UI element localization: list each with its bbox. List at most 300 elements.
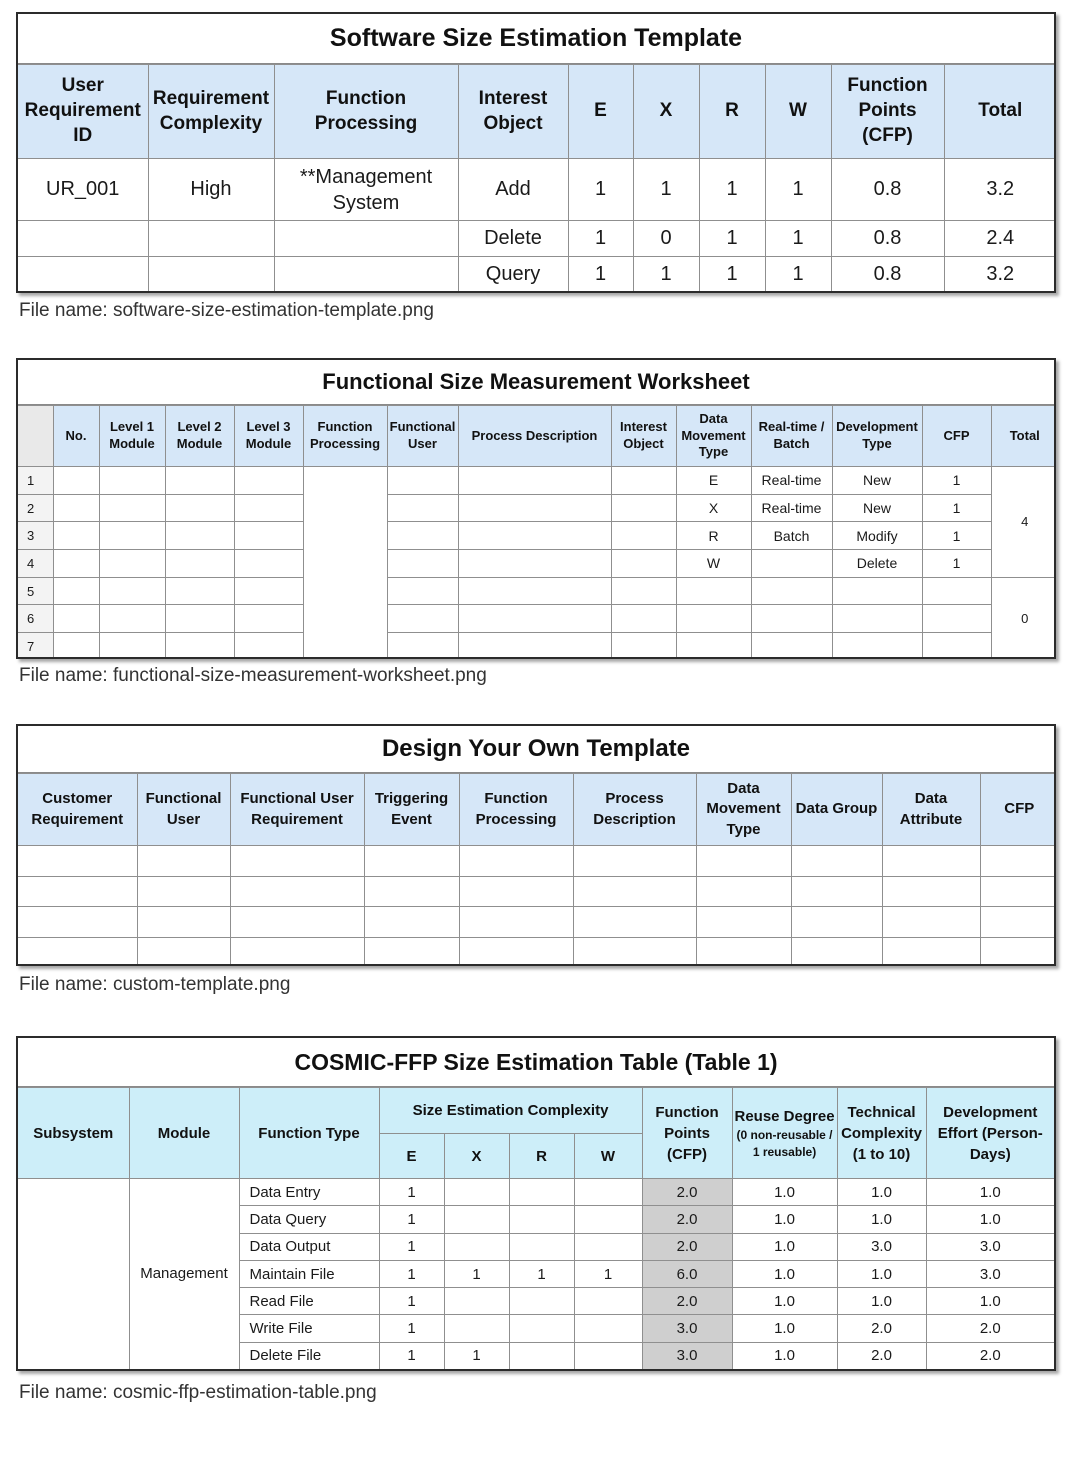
- cell: [676, 605, 751, 633]
- cell: 1.0: [926, 1288, 1054, 1315]
- cell: [53, 494, 99, 522]
- cell: [611, 605, 676, 633]
- cell: 1.0: [926, 1179, 1054, 1206]
- file-name-caption: File name: cosmic-ffp-estimation-table.png: [19, 1382, 377, 1403]
- cosmic-ffp-estimation-table: [16, 1036, 1056, 1371]
- cell: [18, 937, 137, 966]
- table-row: [18, 937, 1056, 966]
- cell: 1.0: [732, 1233, 837, 1260]
- table-row: [18, 550, 1056, 578]
- cell: 1: [379, 1179, 444, 1206]
- cell: [458, 494, 611, 522]
- col-header: E: [568, 65, 633, 159]
- cell: 3.0: [642, 1342, 732, 1369]
- cell: [458, 605, 611, 633]
- cell: 1: [922, 522, 991, 550]
- cell: [458, 550, 611, 578]
- col-header: Development Type: [832, 406, 922, 467]
- col-header: Process Description: [573, 774, 696, 846]
- cell: [387, 605, 458, 633]
- cell: [696, 937, 791, 966]
- table-row: [18, 522, 1056, 550]
- cell: [611, 550, 676, 578]
- cell: Delete: [832, 550, 922, 578]
- estimation-grid: [18, 64, 1056, 292]
- cell: [751, 605, 832, 633]
- cell: [611, 577, 676, 605]
- cell: [751, 633, 832, 659]
- cell: [611, 467, 676, 495]
- cell: [387, 494, 458, 522]
- cell: 2.0: [926, 1342, 1054, 1369]
- cell: [444, 1233, 509, 1260]
- cell: 2.0: [642, 1288, 732, 1315]
- cell: [99, 467, 165, 495]
- cell: [574, 1315, 642, 1342]
- table-row: [18, 876, 1056, 907]
- col-header-module: Module: [129, 1088, 239, 1179]
- cell: 1: [574, 1260, 642, 1287]
- table-row: [18, 494, 1056, 522]
- cell: [148, 257, 274, 293]
- functional-size-worksheet: [16, 358, 1056, 659]
- cell: 2.4: [944, 221, 1056, 257]
- cell: 1.0: [837, 1260, 926, 1287]
- cell: [387, 633, 458, 659]
- cell: [458, 522, 611, 550]
- cell: [53, 550, 99, 578]
- cell: Real-time: [751, 494, 832, 522]
- col-header: Functional User Requirement: [230, 774, 364, 846]
- cell: [387, 522, 458, 550]
- cell: [230, 846, 364, 877]
- cell: [387, 577, 458, 605]
- col-header: X: [633, 65, 699, 159]
- cell: [137, 876, 230, 907]
- cell: [980, 907, 1056, 938]
- custom-template-table: [16, 724, 1056, 966]
- cell: [444, 1206, 509, 1233]
- cell: [234, 550, 303, 578]
- col-header-r: R: [509, 1134, 574, 1179]
- cell: [611, 522, 676, 550]
- cell: 1.0: [837, 1288, 926, 1315]
- table-row: [18, 605, 1056, 633]
- cell: [791, 937, 882, 966]
- row-number: 7: [18, 633, 53, 659]
- row-number: 3: [18, 522, 53, 550]
- cell: 2.0: [837, 1342, 926, 1369]
- col-header: Triggering Event: [364, 774, 459, 846]
- cell: 6.0: [642, 1260, 732, 1287]
- cell: [459, 846, 573, 877]
- col-header: Function Points (CFP): [831, 65, 944, 159]
- table-title: Design Your Own Template: [18, 726, 1054, 773]
- cell: [165, 494, 234, 522]
- col-header: Function Processing: [459, 774, 573, 846]
- row-number: 1: [18, 467, 53, 495]
- cell: 1: [922, 467, 991, 495]
- cell: Add: [458, 159, 568, 221]
- cell: [137, 907, 230, 938]
- cell: 1.0: [732, 1260, 837, 1287]
- cell: [832, 577, 922, 605]
- col-header: Functional User: [137, 774, 230, 846]
- cell: 2.0: [642, 1179, 732, 1206]
- cell: [791, 907, 882, 938]
- cell: [444, 1288, 509, 1315]
- cell: [274, 257, 458, 293]
- cell: 1: [379, 1260, 444, 1287]
- cell: [364, 907, 459, 938]
- cell: 0: [633, 221, 699, 257]
- cell: [509, 1288, 574, 1315]
- cell: 3.0: [642, 1315, 732, 1342]
- table-row: [18, 907, 1056, 938]
- col-header: Real-time / Batch: [751, 406, 832, 467]
- col-header-tech-complexity: Technical Complexity (1 to 10): [837, 1088, 926, 1179]
- cell: Modify: [832, 522, 922, 550]
- cell: [459, 907, 573, 938]
- col-header: No.: [53, 406, 99, 467]
- cell: [148, 221, 274, 257]
- cell: [458, 467, 611, 495]
- row-number: 5: [18, 577, 53, 605]
- cell: 1: [509, 1260, 574, 1287]
- cell: 1.0: [732, 1206, 837, 1233]
- cell: [574, 1206, 642, 1233]
- cell: [387, 467, 458, 495]
- cell: [574, 1233, 642, 1260]
- cell: [458, 633, 611, 659]
- cell: W: [676, 550, 751, 578]
- cell: [696, 907, 791, 938]
- cell: [882, 907, 980, 938]
- cell: [99, 494, 165, 522]
- cell: [230, 876, 364, 907]
- cell: [53, 522, 99, 550]
- cell: 1: [568, 159, 633, 221]
- cell: [832, 633, 922, 659]
- cell: [18, 257, 148, 293]
- cell: [573, 876, 696, 907]
- cell: [458, 577, 611, 605]
- file-name-caption: File name: software-size-estimation-template.png: [19, 300, 435, 321]
- cell: [509, 1315, 574, 1342]
- col-header: Data Movement Type: [676, 406, 751, 467]
- cell: 1: [379, 1288, 444, 1315]
- cell: [696, 876, 791, 907]
- row-number-header: [18, 406, 53, 467]
- col-header: Level 3 Module: [234, 406, 303, 467]
- cell: 0.8: [831, 221, 944, 257]
- cell: [234, 633, 303, 659]
- cell: [165, 467, 234, 495]
- cell: [165, 605, 234, 633]
- col-header: Interest Object: [611, 406, 676, 467]
- cell: [234, 577, 303, 605]
- cell: [676, 633, 751, 659]
- worksheet-grid: [18, 405, 1056, 659]
- cell: 3.2: [944, 257, 1056, 293]
- col-header-subsystem: Subsystem: [18, 1088, 129, 1179]
- cell: Delete: [458, 221, 568, 257]
- cell: [165, 550, 234, 578]
- cell: 2.0: [837, 1315, 926, 1342]
- table-title: Software Size Estimation Template: [18, 14, 1054, 64]
- col-header: Process Description: [458, 406, 611, 467]
- cell: [234, 605, 303, 633]
- cell: 1: [922, 494, 991, 522]
- cell: [53, 467, 99, 495]
- file-name-caption: File name: custom-template.png: [19, 974, 291, 995]
- cell: 1.0: [732, 1315, 837, 1342]
- cell: High: [148, 159, 274, 221]
- col-header-reuse: [732, 1088, 837, 1179]
- custom-grid: [18, 773, 1056, 966]
- cell: [509, 1342, 574, 1369]
- cell: [444, 1179, 509, 1206]
- table-row: [18, 159, 1056, 221]
- cell: [791, 846, 882, 877]
- cell: 2.0: [926, 1315, 1054, 1342]
- cell: [922, 633, 991, 659]
- cell: 1: [765, 221, 831, 257]
- col-header: Function Processing: [274, 65, 458, 159]
- col-header-effort: Development Effort (Person-Days): [926, 1088, 1054, 1179]
- cell: 1.0: [837, 1206, 926, 1233]
- cell: [99, 550, 165, 578]
- cell: [99, 522, 165, 550]
- cell: 1: [633, 257, 699, 293]
- cell: Write File: [239, 1315, 379, 1342]
- cell: [882, 937, 980, 966]
- cell: [459, 876, 573, 907]
- table-row: [18, 633, 1056, 659]
- col-header-cfp: Function Points (CFP): [642, 1088, 732, 1179]
- cell: **Management System: [274, 159, 458, 221]
- cell: [234, 522, 303, 550]
- cell: Data Entry: [239, 1179, 379, 1206]
- cell: [573, 937, 696, 966]
- cell: 2.0: [642, 1233, 732, 1260]
- cell: 0.8: [831, 159, 944, 221]
- cell: [832, 605, 922, 633]
- cell: [165, 577, 234, 605]
- cell: Data Query: [239, 1206, 379, 1233]
- cell: Batch: [751, 522, 832, 550]
- total-cell: 4: [991, 467, 1056, 578]
- cell: [137, 937, 230, 966]
- row-number: 4: [18, 550, 53, 578]
- cell: 3.2: [944, 159, 1056, 221]
- cell: 1.0: [732, 1342, 837, 1369]
- col-header-e: E: [379, 1134, 444, 1179]
- cell: [980, 846, 1056, 877]
- cell: [18, 221, 148, 257]
- row-number: 2: [18, 494, 53, 522]
- cell: [53, 577, 99, 605]
- cell: UR_001: [18, 159, 148, 221]
- software-size-estimation-table: [16, 12, 1056, 293]
- cell: [230, 937, 364, 966]
- cell: [574, 1342, 642, 1369]
- table-title: COSMIC-FFP Size Estimation Table (Table 1): [18, 1038, 1054, 1087]
- cell: [165, 522, 234, 550]
- cell: 1: [699, 257, 765, 293]
- cell: 1: [699, 159, 765, 221]
- cell: [303, 467, 387, 660]
- cell: [980, 876, 1056, 907]
- cell: 1: [765, 159, 831, 221]
- cell: Query: [458, 257, 568, 293]
- cell: Read File: [239, 1288, 379, 1315]
- cell: [444, 1315, 509, 1342]
- cell: Delete File: [239, 1342, 379, 1369]
- cell: R: [676, 522, 751, 550]
- cell: 3.0: [926, 1260, 1054, 1287]
- cell: [574, 1288, 642, 1315]
- cell: [611, 494, 676, 522]
- cell: [922, 577, 991, 605]
- col-header: Data Attribute: [882, 774, 980, 846]
- module-cell: Management: [129, 1179, 239, 1370]
- cell: [53, 633, 99, 659]
- cell: 1: [444, 1260, 509, 1287]
- cell: [509, 1179, 574, 1206]
- cell: 1: [444, 1342, 509, 1369]
- cell: [751, 550, 832, 578]
- cell: Real-time: [751, 467, 832, 495]
- col-header: User Requirement ID: [18, 65, 148, 159]
- cell: [791, 876, 882, 907]
- col-header: Requirement Complexity: [148, 65, 274, 159]
- col-header: Total: [991, 406, 1056, 467]
- col-header: Level 1 Module: [99, 406, 165, 467]
- cell: 1: [633, 159, 699, 221]
- cell: 3.0: [926, 1233, 1054, 1260]
- col-header: Total: [944, 65, 1056, 159]
- col-header: Functional User: [387, 406, 458, 467]
- cell: 1.0: [926, 1206, 1054, 1233]
- cell: 1: [379, 1206, 444, 1233]
- cell: [573, 846, 696, 877]
- cell: 1.0: [837, 1179, 926, 1206]
- table-row: [18, 1179, 1054, 1206]
- cell: Data Output: [239, 1233, 379, 1260]
- cell: 1: [379, 1342, 444, 1369]
- table-row: [18, 577, 1056, 605]
- col-header: Data Movement Type: [696, 774, 791, 846]
- col-header: R: [699, 65, 765, 159]
- cell: [459, 937, 573, 966]
- total-cell: 0: [991, 577, 1056, 659]
- col-header: Level 2 Module: [165, 406, 234, 467]
- cell: 1: [379, 1315, 444, 1342]
- subsystem-cell: [18, 1179, 129, 1370]
- col-header-complexity: Size Estimation Complexity: [379, 1088, 642, 1134]
- col-header: CFP: [922, 406, 991, 467]
- cell: 1: [765, 257, 831, 293]
- cell: [137, 846, 230, 877]
- col-header: Data Group: [791, 774, 882, 846]
- cell: [274, 221, 458, 257]
- cell: [573, 907, 696, 938]
- cosmic-grid: [18, 1087, 1054, 1370]
- row-number: 6: [18, 605, 53, 633]
- cell: [509, 1233, 574, 1260]
- col-header-w: W: [574, 1134, 642, 1179]
- cell: [364, 846, 459, 877]
- table-row: [18, 257, 1056, 293]
- cell: [165, 633, 234, 659]
- cell: 3.0: [837, 1233, 926, 1260]
- cell: [18, 846, 137, 877]
- cell: [53, 605, 99, 633]
- reuse-label: Reuse Degree: [734, 1108, 835, 1126]
- col-header-function-type: Function Type: [239, 1088, 379, 1179]
- cell: New: [832, 467, 922, 495]
- cell: [611, 633, 676, 659]
- cell: [509, 1206, 574, 1233]
- cell: [751, 577, 832, 605]
- cell: 1: [568, 221, 633, 257]
- cell: 1: [379, 1233, 444, 1260]
- cell: 1.0: [732, 1288, 837, 1315]
- col-header: W: [765, 65, 831, 159]
- table-row: [18, 467, 1056, 495]
- cell: [574, 1179, 642, 1206]
- cell: [364, 876, 459, 907]
- cell: [387, 550, 458, 578]
- cell: [364, 937, 459, 966]
- cell: [676, 577, 751, 605]
- cell: 1.0: [732, 1179, 837, 1206]
- cell: 0.8: [831, 257, 944, 293]
- col-header-x: X: [444, 1134, 509, 1179]
- cell: [99, 605, 165, 633]
- cell: [882, 876, 980, 907]
- cell: [18, 907, 137, 938]
- file-name-caption: File name: functional-size-measurement-worksheet.png: [19, 665, 487, 686]
- col-header: Customer Requirement: [18, 774, 137, 846]
- cell: X: [676, 494, 751, 522]
- cell: Maintain File: [239, 1260, 379, 1287]
- cell: [99, 577, 165, 605]
- col-header: Function Processing: [303, 406, 387, 467]
- col-header: Interest Object: [458, 65, 568, 159]
- reuse-note: (0 non-reusable / 1 reusable): [736, 1128, 833, 1159]
- cell: E: [676, 467, 751, 495]
- table-title: Functional Size Measurement Worksheet: [18, 360, 1054, 405]
- cell: [99, 633, 165, 659]
- col-header: CFP: [980, 774, 1056, 846]
- cell: 1: [568, 257, 633, 293]
- cell: 1: [922, 550, 991, 578]
- cell: New: [832, 494, 922, 522]
- cell: [696, 846, 791, 877]
- cell: [234, 467, 303, 495]
- cell: [980, 937, 1056, 966]
- cell: [922, 605, 991, 633]
- table-row: [18, 846, 1056, 877]
- cell: [230, 907, 364, 938]
- cell: [18, 876, 137, 907]
- cell: [882, 846, 980, 877]
- cell: 2.0: [642, 1206, 732, 1233]
- cell: [234, 494, 303, 522]
- table-row: [18, 221, 1056, 257]
